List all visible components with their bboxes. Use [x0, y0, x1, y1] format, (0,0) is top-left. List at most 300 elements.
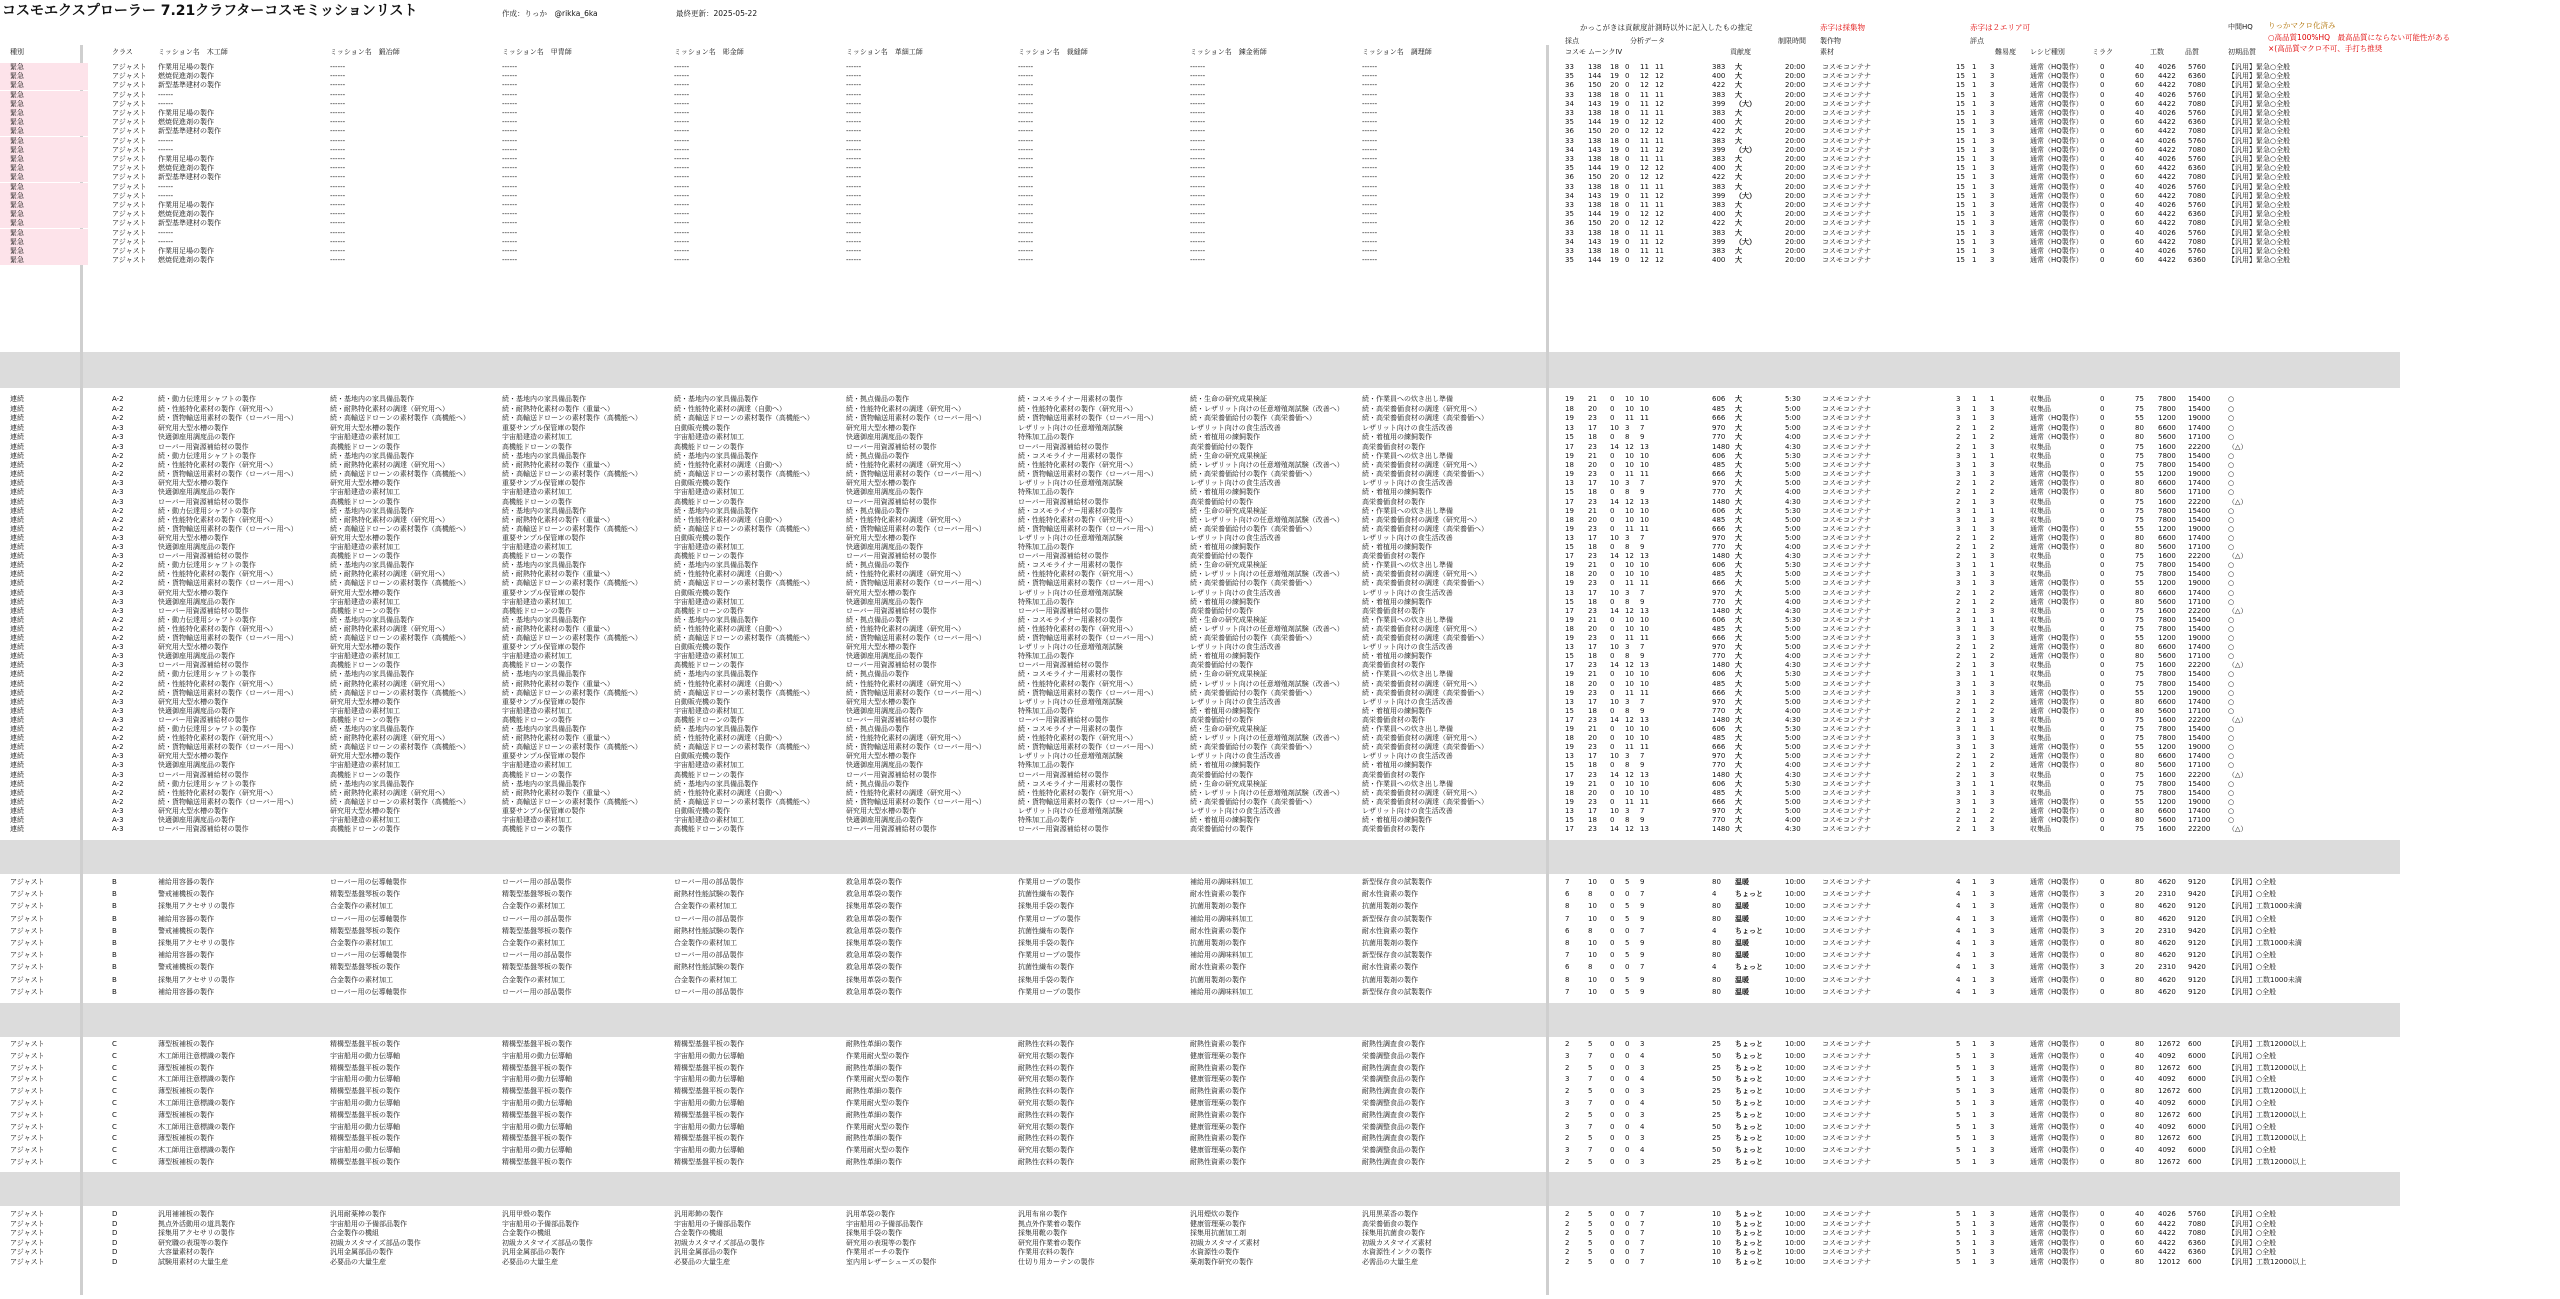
table-cell: 高機能ドローンの製作: [502, 552, 572, 561]
table-cell: 143: [1588, 145, 1602, 154]
table-cell: 4:00: [1785, 597, 1801, 606]
table-cell: 続・生命の研究成果検証: [1190, 561, 1267, 570]
table-cell: 2: [1990, 806, 1995, 815]
table-cell: コスモコンテナ: [1822, 497, 1871, 506]
table-cell: 5:00: [1785, 570, 1801, 579]
table-cell: 続・貨物輸送用素材の製作（ローバー用へ）: [158, 634, 298, 642]
table-cell: 合金製作の素材加工: [502, 902, 565, 911]
table-cell: 144: [1588, 118, 1602, 127]
table-cell: 7: [1640, 533, 1645, 542]
table-cell: ------: [1018, 256, 1034, 265]
table-cell: 22200: [2188, 770, 2211, 779]
table-cell: ------: [330, 99, 346, 108]
table-cell: 4: [1956, 890, 1961, 899]
table-cell: B: [112, 939, 117, 947]
table-cell: 75: [2135, 624, 2144, 633]
table-cell: コスモコンテナ: [1822, 975, 1871, 984]
table-cell: 25: [1712, 1158, 1721, 1166]
table-cell: ローバー用資源補給材の製作: [1018, 606, 1109, 615]
table-cell: ------: [1362, 173, 1378, 182]
header-time: 制限時間: [1778, 37, 1806, 45]
table-cell: 健康管理薬の製作: [1190, 1075, 1246, 1084]
table-cell: 拠点外活動用の道具製作: [158, 1219, 235, 1228]
table-cell: 10: [1640, 679, 1649, 688]
table-cell: 連続: [10, 816, 24, 824]
table-cell: 7: [1640, 890, 1645, 899]
table-cell: 20:00: [1785, 219, 1806, 228]
table-cell: 栄養調整食品の製作: [1362, 1051, 1425, 1060]
table-cell: 0: [2100, 515, 2105, 524]
table-cell: 10:00: [1785, 1229, 1806, 1237]
table-cell: 23: [1588, 825, 1597, 834]
table-cell: 20:00: [1785, 99, 1806, 108]
table-cell: ------: [846, 173, 862, 182]
table-cell: 7800: [2158, 679, 2176, 688]
table-cell: 4:00: [1785, 652, 1801, 661]
table-cell: 23: [1588, 524, 1597, 533]
table-cell: コスモコンテナ: [1822, 433, 1871, 441]
table-cell: ローバー用資源補給材の製作: [158, 661, 249, 670]
table-cell: 【汎用】○全般: [2228, 963, 2277, 972]
table-cell: 35: [1565, 256, 1574, 265]
table-cell: 救急用革袋の製作: [846, 914, 902, 923]
table-cell: 大: [1735, 588, 1742, 597]
table-cell: ○: [2228, 670, 2235, 679]
table-cell: ちょっと: [1735, 1238, 1763, 1247]
table-cell: 1: [1972, 734, 1977, 743]
table-cell: 55: [2135, 579, 2144, 588]
table-cell: 21: [1588, 779, 1597, 788]
table-cell: 60: [2135, 210, 2144, 219]
table-cell: 連続: [10, 404, 24, 413]
table-cell: 連続: [10, 452, 24, 460]
table-cell: 続・性能特化素材の製作（研究用へ）: [158, 679, 277, 688]
table-cell: 1: [1972, 414, 1977, 422]
table-cell: 5: [1588, 1040, 1593, 1048]
table-cell: 36: [1565, 81, 1574, 90]
table-cell: 19: [1565, 670, 1574, 679]
table-cell: 1: [1990, 452, 1995, 460]
table-cell: 通常（HQ製作）: [2030, 1087, 2083, 1096]
table-cell: 3: [1956, 734, 1961, 743]
table-cell: 10: [1640, 788, 1649, 797]
table-cell: 高栄養価食材の製作: [1362, 552, 1425, 561]
table-cell: 通常（HQ製作）: [2030, 414, 2083, 422]
table-cell: ------: [846, 72, 862, 81]
table-cell: 0: [1610, 1075, 1615, 1084]
table-cell: 970: [1712, 423, 1726, 432]
table-cell: 60: [2135, 1229, 2144, 1237]
table-cell: 0: [1625, 145, 1630, 154]
table-cell: 高機能ドローンの製作: [502, 770, 572, 779]
table-cell: 80: [1712, 914, 1721, 923]
table-cell: 143: [1588, 191, 1602, 200]
table-cell: 0: [1625, 963, 1630, 972]
table-cell: 3: [1990, 72, 1995, 81]
table-cell: 9120: [2188, 878, 2206, 886]
table-cell: 【汎用】緊急○全般: [2228, 63, 2291, 71]
table-cell: 2: [1565, 1210, 1570, 1218]
table-cell: 水資源性の製作: [1190, 1248, 1239, 1256]
table-cell: 通常（HQ製作）: [2030, 423, 2083, 432]
table-cell: 続・レザリット向けの任意増殖剤試験（改善へ）: [1190, 515, 1344, 524]
table-cell: 研究用衣類の製作: [1018, 1075, 1074, 1084]
table-cell: 続・高輸送ドローンの素材製作（高機能へ）: [674, 743, 814, 752]
table-cell: 17: [1565, 497, 1574, 506]
table-cell: 続・高輸送ドローンの素材製作（高機能へ）: [502, 688, 642, 697]
table-cell: 0: [1625, 219, 1630, 228]
table-cell: アジャスト: [112, 173, 147, 182]
table-cell: 続・耐熱特化素材の調達（研究用へ）: [330, 734, 449, 743]
table-cell: 10:00: [1785, 1146, 1806, 1155]
table-cell: 19: [1610, 118, 1619, 127]
table-cell: 18: [1588, 761, 1597, 770]
table-cell: 連続: [10, 552, 24, 561]
table-cell: 138: [1588, 182, 1602, 191]
table-cell: 6000: [2188, 1075, 2206, 1084]
table-cell: コスモコンテナ: [1822, 191, 1871, 200]
table-cell: 1: [1972, 191, 1977, 200]
table-cell: 1: [1972, 118, 1977, 127]
table-cell: コスモコンテナ: [1822, 247, 1871, 255]
table-cell: 4422: [2158, 256, 2176, 265]
table-cell: 連続: [10, 797, 24, 806]
table-cell: 19: [1610, 99, 1619, 108]
table-cell: 40: [2135, 1099, 2144, 1107]
table-cell: 合金製作の機組: [330, 1229, 379, 1237]
table-cell: 20:00: [1785, 136, 1806, 145]
table-cell: アジャスト: [10, 878, 45, 886]
table-cell: 1200: [2158, 470, 2176, 479]
table-cell: 7800: [2158, 734, 2176, 743]
table-row: [0, 825, 2400, 834]
table-cell: 【汎用】○全般: [2228, 951, 2277, 960]
table-cell: 続・着植用の練飼製作: [1362, 652, 1432, 661]
table-cell: 2: [1565, 1040, 1570, 1048]
table-cell: A-2: [112, 788, 124, 797]
table-cell: 続・高輸送ドローンの素材製作（高機能へ）: [330, 470, 470, 479]
table-cell: 20: [1610, 173, 1619, 182]
table-cell: ------: [846, 109, 862, 117]
table-cell: ローバー用資源補給材の製作: [846, 770, 937, 779]
table-cell: 600: [2188, 1040, 2202, 1048]
table-cell: 3: [1990, 914, 1995, 923]
table-cell: 80: [2135, 588, 2144, 597]
table-cell: 大: [1735, 470, 1742, 479]
table-cell: 11: [1640, 414, 1649, 422]
table-cell: 通常（HQ製作）: [2030, 99, 2083, 108]
table-cell: 15400: [2188, 561, 2211, 570]
table-cell: 75: [2135, 395, 2144, 403]
table-cell: アジャスト: [112, 247, 147, 255]
table-cell: 60: [2135, 164, 2144, 173]
table-cell: 5760: [2188, 136, 2206, 145]
table-cell: 続・貨物輸送用素材の製作（ローバー用へ）: [158, 524, 298, 533]
table-cell: 5600: [2158, 706, 2176, 715]
table-cell: 80: [2135, 643, 2144, 652]
table-cell: 続・高栄養価食材の調達（高栄養価へ）: [1362, 797, 1488, 806]
table-cell: 3: [1625, 479, 1630, 488]
row-kind: 緊急: [0, 173, 88, 182]
table-cell: 続・拠点備品の製作: [846, 725, 909, 733]
table-cell: アジャスト: [10, 1229, 45, 1237]
table-cell: 0: [2100, 806, 2105, 815]
table-cell: 宇宙船建造の素材加工: [502, 433, 572, 441]
table-cell: 970: [1712, 533, 1726, 542]
table-cell: コスモコンテナ: [1822, 779, 1871, 788]
table-cell: 0: [2100, 902, 2105, 911]
table-cell: ------: [1190, 201, 1206, 209]
table-cell: ------: [1362, 136, 1378, 145]
table-cell: 1200: [2158, 579, 2176, 588]
table-cell: 合金製作の素材加工: [330, 902, 393, 911]
table-cell: 高栄養価食の製作: [1362, 1219, 1418, 1228]
table-cell: 大: [1735, 173, 1742, 182]
table-cell: 大: [1735, 706, 1742, 715]
table-cell: 0: [1625, 1238, 1630, 1247]
table-cell: 宇宙船用の動力伝導軸: [674, 1075, 744, 1084]
note-estimate: かっこがきは貢献度計測時以外に記入したもの推定: [1580, 23, 1753, 32]
table-cell: ○: [2228, 679, 2235, 688]
table-cell: 1: [1972, 1257, 1977, 1266]
table-cell: 高機能ドローンの製作: [674, 770, 744, 779]
table-cell: 補給用容器の製作: [158, 987, 214, 996]
table-cell: 9: [1640, 433, 1645, 441]
table-cell: 19: [1565, 797, 1574, 806]
table-cell: 1600: [2158, 770, 2176, 779]
table-cell: 23: [1588, 442, 1597, 451]
table-cell: ------: [330, 72, 346, 81]
table-cell: ------: [846, 145, 862, 154]
table-cell: 60: [2135, 191, 2144, 200]
table-cell: 続・性能特化素材の製作（研究用へ）: [1018, 624, 1137, 633]
table-cell: アジャスト: [112, 99, 147, 108]
table-cell: 0: [2100, 145, 2105, 154]
table-cell: 3: [1990, 825, 1995, 834]
table-cell: 連続: [10, 515, 24, 524]
table-cell: 続・拠点備品の製作: [846, 670, 909, 679]
table-cell: 続・着植用の練飼製作: [1190, 816, 1260, 824]
table-cell: 7080: [2188, 99, 2206, 108]
table-cell: 12672: [2158, 1110, 2181, 1119]
table-cell: レザリット向けの食生活改善: [1190, 643, 1281, 652]
table-cell: 55: [2135, 414, 2144, 422]
table-cell: 精製型基盤琴板の製作: [330, 890, 400, 899]
table-cell: 19000: [2188, 634, 2211, 642]
table-cell: 4: [1956, 902, 1961, 911]
table-cell: 続・高栄養価食材の調達（高栄養価へ）: [1362, 470, 1488, 479]
table-cell: ○: [2228, 533, 2235, 542]
table-cell: コスモコンテナ: [1822, 164, 1871, 173]
table-cell: 4026: [2158, 90, 2176, 99]
table-cell: 続・高輸送ドローンの素材製作（高機能へ）: [330, 524, 470, 533]
table-cell: 続・性能特化素材の調達（自動へ）: [674, 570, 786, 579]
table-cell: 5:30: [1785, 506, 1801, 515]
table-cell: 連続: [10, 779, 24, 788]
table-cell: 続・拠点備品の製作: [846, 452, 909, 460]
table-cell: 2: [1956, 643, 1961, 652]
table-cell: 【汎用】○全般: [2228, 926, 2277, 935]
table-cell: 通常（HQ製作）: [2030, 433, 2083, 441]
table-cell: 20:00: [1785, 109, 1806, 117]
table-cell: 続・高栄養価食材の調達（高栄養価へ）: [1362, 414, 1488, 422]
table-cell: 7: [1640, 926, 1645, 935]
table-cell: 1: [1972, 1134, 1977, 1143]
table-cell: 4620: [2158, 951, 2176, 960]
table-cell: 10: [1640, 570, 1649, 579]
table-cell: 3: [1990, 951, 1995, 960]
table-cell: A-3: [112, 661, 124, 670]
table-cell: コスモコンテナ: [1822, 652, 1871, 661]
table-cell: 通常（HQ製作）: [2030, 743, 2083, 752]
table-cell: 10: [1610, 533, 1619, 542]
table-cell: A-3: [112, 825, 124, 834]
table-cell: ローバー用資源補給材の製作: [1018, 442, 1109, 451]
table-row: [0, 470, 2400, 479]
table-cell: 5600: [2158, 433, 2176, 441]
table-cell: 0: [1610, 395, 1615, 403]
table-cell: 初級カスタマイズ素材: [1190, 1238, 1260, 1247]
table-cell: 12672: [2158, 1158, 2181, 1166]
table-cell: コスモコンテナ: [1822, 615, 1871, 624]
table-cell: 15400: [2188, 395, 2211, 403]
table-cell: コスモコンテナ: [1822, 414, 1871, 422]
table-cell: 0: [2100, 643, 2105, 652]
table-cell: 5:00: [1785, 634, 1801, 642]
table-cell: 19: [1565, 615, 1574, 624]
table-cell: 1600: [2158, 715, 2176, 724]
doc-title: コスモエクスプローラー 7.21クラフターコスモミッションリスト: [2, 3, 418, 19]
table-cell: 0: [1610, 688, 1615, 697]
table-cell: 2: [1956, 479, 1961, 488]
table-cell: 9420: [2188, 926, 2206, 935]
table-cell: 422: [1712, 219, 1726, 228]
section-divider: [0, 840, 2400, 874]
table-cell: 144: [1588, 164, 1602, 173]
row-kind: 緊急: [0, 201, 88, 210]
table-cell: 1: [1972, 479, 1977, 488]
table-cell: ------: [846, 155, 862, 163]
table-cell: 高栄養価食材の製作: [1362, 497, 1425, 506]
table-cell: 続・高輸送ドローンの素材製作（高機能へ）: [502, 470, 642, 479]
table-cell: 栄養調整食品の製作: [1362, 1146, 1425, 1155]
table-cell: 続・高輸送ドローンの素材製作（高機能へ）: [502, 797, 642, 806]
table-cell: ------: [502, 99, 518, 108]
table-cell: 9420: [2188, 963, 2206, 972]
table-cell: 収集品: [2030, 561, 2051, 570]
table-cell: コスモコンテナ: [1822, 506, 1871, 515]
table-cell: 3: [1990, 1219, 1995, 1228]
table-row: [0, 927, 2400, 936]
table-cell: 続・コスモライナー用素材の製作: [1018, 779, 1123, 788]
table-cell: 13: [1565, 752, 1574, 761]
table-cell: 2: [1565, 1087, 1570, 1096]
table-cell: 1: [1972, 797, 1977, 806]
table-cell: 7: [1640, 806, 1645, 815]
table-cell: ○: [2228, 816, 2235, 824]
table-cell: 3: [1990, 634, 1995, 642]
table-cell: 10:00: [1785, 1238, 1806, 1247]
table-cell: 75: [2135, 725, 2144, 733]
table-cell: ------: [1018, 99, 1034, 108]
table-cell: 続・生命の研究成果検証: [1190, 779, 1267, 788]
table-cell: レザリット向けの任意増殖剤試験: [1018, 806, 1123, 815]
table-cell: 4026: [2158, 182, 2176, 191]
table-cell: 17: [1565, 661, 1574, 670]
table-cell: 補給用の調味料加工: [1190, 878, 1253, 886]
table-cell: 連続: [10, 423, 24, 432]
table-cell: 耐熱性調査食の製作: [1362, 1134, 1425, 1143]
table-cell: 20:00: [1785, 72, 1806, 81]
table-cell: 【汎用】工数12000以上: [2228, 1063, 2307, 1072]
table-cell: 400: [1712, 256, 1726, 265]
table-cell: 25: [1712, 1087, 1721, 1096]
table-cell: ○: [2228, 452, 2235, 460]
table-cell: 15: [1565, 816, 1574, 824]
table-cell: 採集用アクセサリの製作: [158, 1229, 235, 1237]
table-cell: 【汎用】緊急○全般: [2228, 155, 2291, 163]
table-cell: 通常（HQ製作）: [2030, 878, 2083, 886]
table-cell: 通常（HQ製作）: [2030, 579, 2083, 588]
table-cell: 【汎用】工数1000未満: [2228, 975, 2302, 984]
table-cell: 0: [1610, 1110, 1615, 1119]
table-cell: 399: [1712, 145, 1726, 154]
table-cell: 0: [1625, 90, 1630, 99]
table-cell: 続・貨物輸送用素材の製作（ローバー用へ）: [158, 688, 298, 697]
table-cell: 9: [1640, 939, 1645, 947]
table-cell: 続・耐熱特化素材の製作（重量へ）: [502, 679, 614, 688]
table-cell: 12: [1640, 164, 1649, 173]
table-cell: 1: [1972, 939, 1977, 947]
table-cell: ○: [2228, 414, 2235, 422]
table-cell: 5:00: [1785, 688, 1801, 697]
table-cell: 3: [1956, 779, 1961, 788]
table-cell: ------: [1018, 145, 1034, 154]
table-row: [0, 414, 2400, 423]
table-cell: 1: [1972, 543, 1977, 551]
table-cell: 続・レザリット向けの任意増殖剤試験（改善へ）: [1190, 734, 1344, 743]
table-cell: 3: [1990, 182, 1995, 191]
table-cell: 【汎用】○全般: [2228, 1248, 2277, 1256]
table-cell: 600: [2188, 1257, 2202, 1266]
table-cell: 続・耐熱特化素材の調達（研究用へ）: [330, 679, 449, 688]
table-cell: 通常（HQ製作）: [2030, 136, 2083, 145]
table-cell: コスモコンテナ: [1822, 395, 1871, 403]
table-cell: 宇宙船建造の素材加工: [674, 488, 744, 497]
table-cell: 続・基地内の家具備品製作: [330, 670, 414, 679]
table-cell: 収集品: [2030, 404, 2051, 413]
table-cell: 続・着植用の練飼製作: [1190, 488, 1260, 497]
table-cell: 9120: [2188, 987, 2206, 996]
header-difficulty: 難易度: [1995, 48, 2016, 56]
table-cell: 9120: [2188, 914, 2206, 923]
table-cell: 作業用ロープの製作: [1018, 914, 1081, 923]
table-cell: アジャスト: [10, 1134, 45, 1143]
table-cell: 4422: [2158, 219, 2176, 228]
table-cell: コスモコンテナ: [1822, 1210, 1871, 1218]
table-cell: 連続: [10, 670, 24, 679]
table-cell: ------: [674, 191, 690, 200]
table-cell: 続・動力伝達用シャフトの製作: [158, 725, 256, 733]
table-cell: 666: [1712, 743, 1726, 752]
table-cell: 精製型基盤琴板の製作: [330, 926, 400, 935]
table-cell: 17: [1588, 533, 1597, 542]
table-cell: 連続: [10, 806, 24, 815]
table-cell: 続・高栄養価食材の調達（研究用へ）: [1362, 570, 1481, 579]
table-cell: ------: [674, 99, 690, 108]
table-cell: ------: [846, 201, 862, 209]
table-cell: 大: [1735, 634, 1742, 642]
